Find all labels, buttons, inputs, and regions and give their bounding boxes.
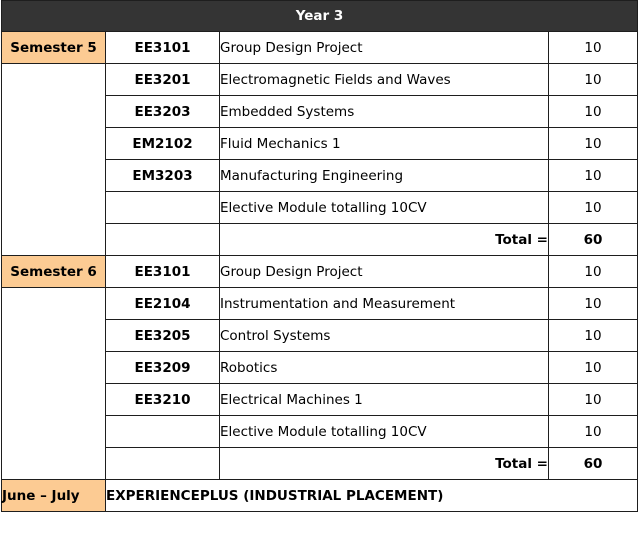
- year-3-module-table: [1, 0, 638, 512]
- module-code: EE3210: [106, 384, 220, 416]
- module-credits: 10: [549, 416, 638, 448]
- module-row: [2, 32, 638, 64]
- module-title: Elective Module totalling 10CV: [220, 192, 549, 224]
- year-header-row: [2, 1, 638, 32]
- module-title: Group Design Project: [220, 256, 549, 288]
- module-code: EM3203: [106, 160, 220, 192]
- total-spacer: [106, 224, 220, 256]
- semester-spacer: [2, 288, 106, 480]
- total-spacer: [106, 448, 220, 480]
- module-code: EE3209: [106, 352, 220, 384]
- module-title: Embedded Systems: [220, 96, 549, 128]
- total-value: 60: [549, 448, 638, 480]
- module-code: [106, 192, 220, 224]
- module-code: EE3101: [106, 256, 220, 288]
- module-title: Fluid Mechanics 1: [220, 128, 549, 160]
- module-title: Group Design Project: [220, 32, 549, 64]
- module-title: Robotics: [220, 352, 549, 384]
- semester-label: Semester 5: [2, 32, 106, 64]
- module-title: Control Systems: [220, 320, 549, 352]
- placement-period: June – July: [2, 480, 106, 512]
- module-credits: 10: [549, 32, 638, 64]
- module-credits: 10: [549, 352, 638, 384]
- semester-label: Semester 6: [2, 256, 106, 288]
- module-credits: 10: [549, 320, 638, 352]
- year-header: Year 3: [2, 1, 638, 32]
- placement-row: [2, 480, 638, 512]
- module-code: EE2104: [106, 288, 220, 320]
- module-row: [2, 288, 638, 320]
- module-code: EE3101: [106, 32, 220, 64]
- total-value: 60: [549, 224, 638, 256]
- module-row: [2, 256, 638, 288]
- module-code: EE3201: [106, 64, 220, 96]
- module-title: Electromagnetic Fields and Waves: [220, 64, 549, 96]
- module-title: Manufacturing Engineering: [220, 160, 549, 192]
- module-credits: 10: [549, 96, 638, 128]
- module-title: Elective Module totalling 10CV: [220, 416, 549, 448]
- module-code: EE3203: [106, 96, 220, 128]
- placement-description: EXPERIENCEPLUS (INDUSTRIAL PLACEMENT): [106, 480, 638, 512]
- semester-spacer: [2, 64, 106, 256]
- module-row: [2, 64, 638, 96]
- total-label: Total =: [220, 224, 549, 256]
- module-code: [106, 416, 220, 448]
- total-label: Total =: [220, 448, 549, 480]
- module-credits: 10: [549, 384, 638, 416]
- module-code: EE3205: [106, 320, 220, 352]
- module-title: Electrical Machines 1: [220, 384, 549, 416]
- module-code: EM2102: [106, 128, 220, 160]
- module-credits: 10: [549, 64, 638, 96]
- module-title: Instrumentation and Measurement: [220, 288, 549, 320]
- module-credits: 10: [549, 288, 638, 320]
- module-credits: 10: [549, 192, 638, 224]
- module-credits: 10: [549, 128, 638, 160]
- module-credits: 10: [549, 256, 638, 288]
- module-credits: 10: [549, 160, 638, 192]
